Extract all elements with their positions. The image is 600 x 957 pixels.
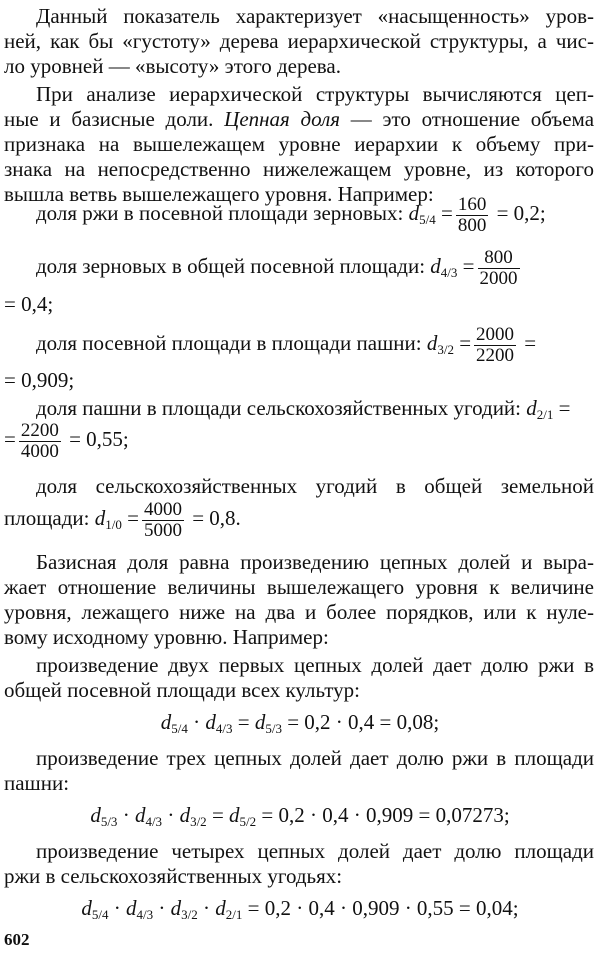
example-3-result: = 0,909; xyxy=(4,368,75,392)
example-2-text: доля зерновых в общей посевной площади: xyxy=(36,254,426,278)
example-5-result: = 0,8. xyxy=(192,506,241,530)
example-1-fraction xyxy=(456,195,489,236)
product-2-formula: $d_{5/3} \cdot d_{4/3} \cdot d_{3/2} = d_{5/2} = 0,2 \cdot 0,4 \cdot 0,909 = 0,07273$; xyxy=(90,803,510,829)
example-3-fraction xyxy=(474,325,516,366)
example-2-numerator: 800 xyxy=(478,248,520,269)
product-2-line-1: произведение трех цепных долей дает долю ржи в площади xyxy=(36,746,594,770)
product-3-line-2: ржи в сельскохозяйственных угодьях: xyxy=(4,864,343,888)
paragraph-1-line-1: Данный показатель характеризует «насыщенность» уров- xyxy=(36,4,594,28)
example-2-result: = 0,4; xyxy=(4,292,54,316)
paragraph-2-line-1: При анализе иерархической структуры вычисляются цеп- xyxy=(36,82,594,106)
product-1-line-2: общей посевной площади всех культур: xyxy=(4,678,360,702)
product-3-formula: $d_{5/4} \cdot d_{4/3} \cdot d_{3/2} \cdot d_{2/1} = 0,2 \cdot 0,4 \cdot 0,909 \cdot 0,55 = 0,04$; xyxy=(81,896,519,922)
example-4-denominator: 4000 xyxy=(20,440,59,462)
paragraph-2-line-3: признака на вышележащем уровне иерархии к объему при- xyxy=(4,132,594,156)
example-3-var: d xyxy=(426,331,438,355)
example-2-var: d xyxy=(430,254,441,278)
product-1-formula: $d_{5/4} \cdot d_{4/3} = d_{5/3} = 0,2 \cdot 0,4 = 0,08$; xyxy=(160,710,440,736)
example-3-sub: 3/2 xyxy=(437,342,454,357)
example-3: доля посевной площади в площади пашни: $d_{3/2}$ = $\frac{2000}{2200}$ = xyxy=(36,323,537,366)
example-1-result: = 0,2; xyxy=(496,201,546,225)
example-2-sub: 4/3 xyxy=(440,265,458,280)
example-1-var: d xyxy=(408,201,420,225)
paragraph-2-line-2-post: — это отношение объема xyxy=(350,107,595,131)
example-4-continuation: = $\frac{2200}{4000}$ = 0,55; xyxy=(4,419,129,462)
example-4: доля пашни в площади сельскохозяйственных угодий: $d_{2/1}$ = xyxy=(36,396,571,422)
product-1-line-1: произведение двух первых цепных долей дает долю ржи в xyxy=(36,653,594,677)
example-5-text: площади: xyxy=(4,506,90,530)
example-5-var: d xyxy=(94,506,106,530)
example-4-result: = 0,55; xyxy=(69,427,129,451)
example-4-var: d xyxy=(526,396,537,420)
example-5-denominator: 5000 xyxy=(143,519,182,541)
example-5-numerator: 4000 xyxy=(143,498,182,520)
paragraph-2-line-2 xyxy=(4,107,594,131)
example-4-text: доля пашни в площади сельскохозяйственных угодий: xyxy=(36,396,522,420)
paragraph-2-line-2-pre: ные и базисные доли. xyxy=(4,107,214,131)
paragraph-3-line-1: Базисная доля равна произведению цепных долей и выра- xyxy=(36,550,594,574)
example-4-fraction xyxy=(19,421,61,462)
example-4-numerator: 2200 xyxy=(20,419,59,441)
example-3-text: доля посевной площади в площади пашни: xyxy=(36,331,422,355)
example-2-fraction xyxy=(478,248,520,289)
term-chain-share: Цепная доля xyxy=(224,107,341,131)
example-3-denominator: 2200 xyxy=(476,344,515,366)
paragraph-2-line-4: знака на непосредственно нижележащем уровне, из которого xyxy=(4,157,594,181)
paragraph-3-line-2: жает отношение величины вышележащего уровня к величине xyxy=(4,575,594,599)
product-3-line-1: произведение четырех цепных долей дает долю площади xyxy=(36,839,594,863)
example-5-sub: 1/0 xyxy=(105,517,122,532)
example-1: доля ржи в посевной площади зерновых: $d_{5/4}$ = $\frac{160}{800}$ = 0,2; xyxy=(36,193,546,236)
example-1-denominator: 800 xyxy=(457,214,487,236)
example-2-denominator: 2000 xyxy=(479,267,518,289)
paragraph-1-line-2: ней, как бы «густоту» дерева иерархической структуры, а чис- xyxy=(4,29,594,53)
example-5-fraction xyxy=(142,500,184,541)
example-2: доля зерновых в общей посевной площади: $d_{4/3}$ = $\frac{800}{2000}$ xyxy=(36,246,518,289)
example-1-sub: 5/4 xyxy=(419,212,436,227)
example-5-line-1: доля сельскохозяйственных угодий в общей земельной xyxy=(36,474,594,498)
paragraph-2-line-5: вышла ветвь вышележащего уровня. Например: xyxy=(4,182,434,206)
example-5: площади: $d_{1/0}$ = $\frac{4000}{5000}$ = 0,8. xyxy=(4,498,241,541)
paragraph-1-line-3: ло уровней — «высоту» этого дерева. xyxy=(4,54,341,78)
example-1-text: доля ржи в посевной площади зерновых: xyxy=(36,201,404,225)
example-3-numerator: 2000 xyxy=(476,323,515,345)
page-number: 602 xyxy=(4,930,30,949)
example-1-numerator: 160 xyxy=(457,193,487,215)
paragraph-3-line-4: вому исходному уровню. Например: xyxy=(4,625,329,649)
example-4-sub: 2/1 xyxy=(536,407,554,422)
product-2-line-2: пашни: xyxy=(4,771,70,795)
paragraph-3-line-3: уровня, лежащего ниже на два и более порядков, или к нуле- xyxy=(4,600,594,624)
